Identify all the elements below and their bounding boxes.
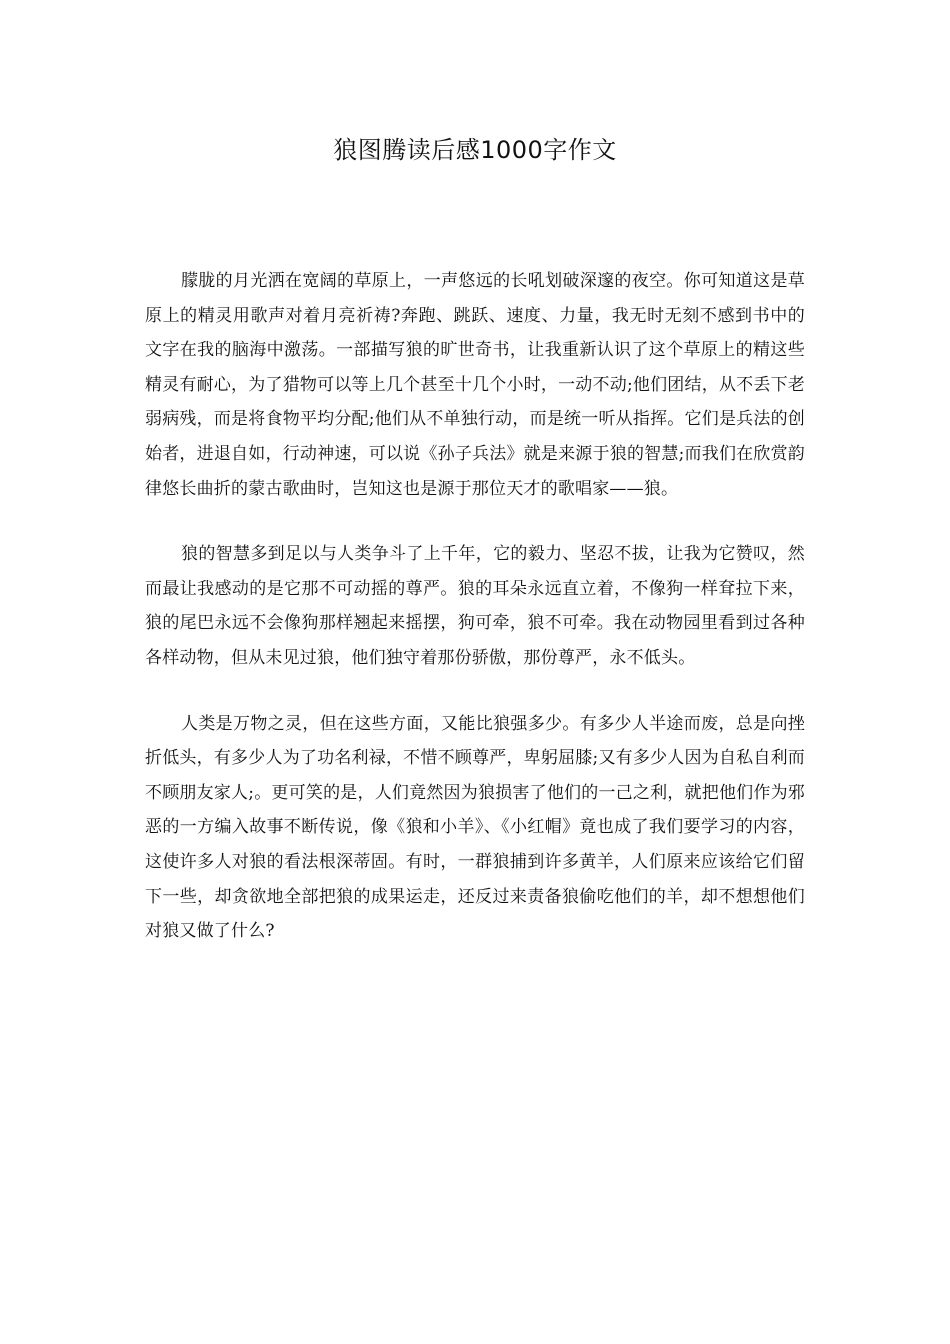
paragraph-2: 狼的智慧多到足以与人类争斗了上千年，它的毅力、坚忍不拔，让我为它赞叹，然而最让我感动的是它那不可动摇的尊严。狼的耳朵永远直立着，不像狗一样耷拉下来，狼的尾巴永远不会像狗那样翘起来摇摆，狗可牵，狼不可牵。我在动物园里看到过各种各样动物，但从未见过狼，他们独守着那份骄傲，那份尊严，永不低头。 [145, 544, 805, 668]
document-title: 狼图腾读后感1000字作文 [333, 136, 617, 164]
paragraph-gap [145, 506, 805, 537]
paragraph-3: 人类是万物之灵，但在这些方面，又能比狼强多少。有多少人半途而废，总是向挫折低头，有多少人为了功名利禄，不惜不顾尊严，卑躬屈膝;又有多少人因为自私自利而不顾朋友家人;。更可笑的是，人们竟然因为狼损害了他们的一己之利，就把他们作为邪恶的一方编入故事不断传说，像《狼和小羊》、《小红帽》竟也成了我们要学习的内容，这使许多人对狼的看法根深蒂固。有时，一群狼捕到许多黄羊，人们原来应该给它们留下一些，却贪欲地全部把狼的成果运走，还反过来责备狼偷吃他们的羊，却不想想他们对狼又做了什么? [145, 713, 805, 942]
paragraph-1: 朦胧的月光洒在宽阔的草原上，一声悠远的长吼划破深邃的夜空。你可知道这是草原上的精灵用歌声对着月亮祈祷?奔跑、跳跃、速度、力量，我无时无刻不感到书中的文字在我的脑海中激荡。一部描写狼的旷世奇书，让我重新认识了这个草原上的精这些精灵有耐心，为了猎物可以等上几个甚至十几个小时，一动不动;他们团结，从不丢下老弱病残，而是将食物平均分配;他们从不单独行动，而是统一听从指挥。它们是兵法的创始者，进退自如，行动神速，可以说《孙子兵法》就是来源于狼的智慧;而我们在欣赏韵律悠长曲折的蒙古歌曲时，岂知这也是源于那位天才的歌唱家——狼。 [145, 271, 805, 499]
paragraph-gap [145, 676, 805, 707]
document-body [145, 264, 805, 949]
